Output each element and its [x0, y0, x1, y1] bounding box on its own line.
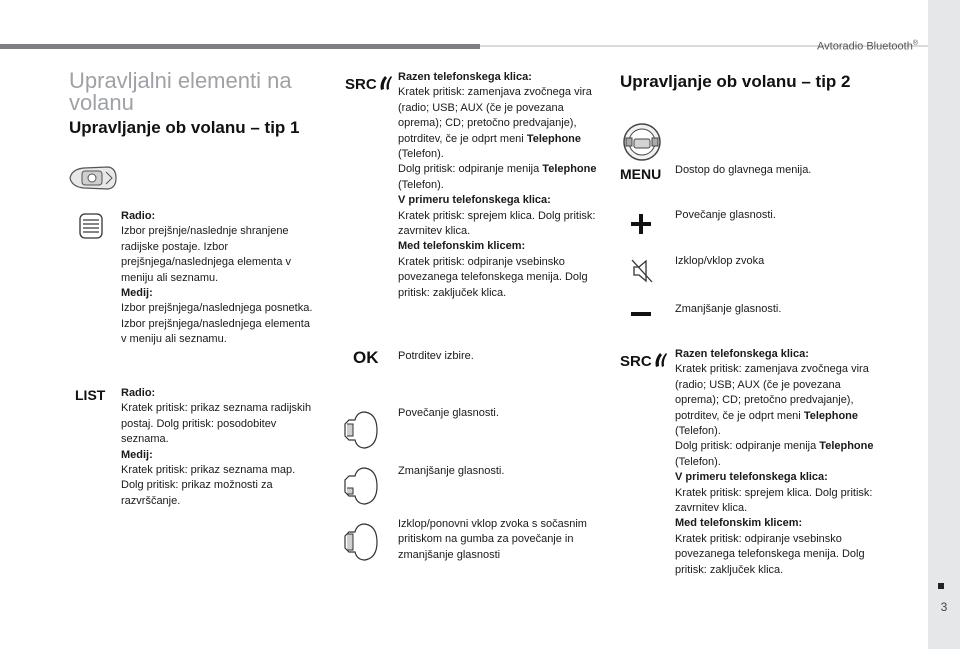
subhead-type-2: Upravljanje ob volanu – tip 2: [620, 72, 851, 91]
running-header: Avtoradio Bluetooth®: [817, 40, 918, 53]
minus-description: Zmanjšanje glasnosti.: [675, 303, 782, 315]
list-description: Radio: Kratek pritisk: prikaz seznama radijskih postaj. Dolg pritisk: posodobitev seznama. Medij: Kratek pritisk: prikaz seznama map. Dolg pritisk: prikaz možnosti za razvrščanje.: [121, 387, 312, 507]
section-title: Upravljalni elementi na volanu: [69, 68, 292, 115]
list-button-icon: LIST: [75, 387, 106, 403]
ok-description: Potrditev izbire.: [398, 350, 474, 362]
page-number: 3: [940, 600, 948, 614]
src-phone-icon: [345, 73, 393, 93]
svg-text:SRC: SRC: [620, 353, 652, 370]
ok-button-icon: OK: [353, 348, 379, 367]
radio-media-description: Radio: Izbor prejšnje/naslednje shranjene radijske postaje. Izbor prejšnjega/naslednjega elementa v meniju ali seznamu. Medij: Izbor prejšnjega/naslednjega posnetka. Izbor prejšnjega/naslednjega elementa v meniju ali seznamu.: [121, 210, 313, 346]
mute-description: Izklop/ponovni vklop zvoka s sočasnim pritiskom na gumba za povečanje in zmanjšanje glasnosti: [398, 518, 587, 561]
page-marker: [938, 583, 944, 589]
mute-speaker-icon: [630, 258, 654, 284]
mute-description-type-2: Izklop/vklop zvoka: [675, 255, 765, 267]
volume-up-stalk-icon: [343, 410, 381, 450]
svg-text:SRC: SRC: [345, 76, 377, 93]
volume-down-description: Zmanjšanje glasnosti.: [398, 465, 505, 477]
steering-wheel-icon: [622, 122, 662, 162]
menu-description: Dostop do glavnega menija.: [675, 164, 812, 176]
plus-description: Povečanje glasnosti.: [675, 209, 776, 221]
menu-button-icon: MENU: [620, 166, 662, 182]
src-description-type-1: Razen telefonskega klica: Kratek pritisk: zamenjava zvočnega vira (radio; USB; AUX (če je povezana oprema); CD; pretočno predvajanje), potrditev, če je odprt meni Telephone (Telefon). Dolg pritisk: odpiranje menija Telephone (Telefon). V primeru telefonskega klica: Kratek pritisk: sprejem klica. Dolg pritisk: zavrnitev klica. Med telefonskim klicem: Kratek pritisk: odpiranje vsebinsko povezanega telefonskega menija. Dolg pritisk: zaključek klica.: [398, 71, 597, 299]
subhead-type-1: Upravljanje ob volanu – tip 1: [69, 118, 300, 137]
volume-down-stalk-icon: [343, 466, 381, 506]
plus-icon: [630, 213, 652, 235]
steering-stalk-icon: [68, 164, 118, 192]
volume-up-description: Povečanje glasnosti.: [398, 407, 499, 419]
src-phone-icon-type-2: [620, 350, 668, 370]
scroll-wheel-icon: [77, 212, 105, 240]
minus-icon: [630, 311, 652, 317]
top-rule: [0, 44, 480, 49]
side-tab: [928, 0, 960, 649]
mute-stalk-icon: [343, 522, 381, 562]
src-description-type-2: Razen telefonskega klica: Kratek pritisk: zamenjava zvočnega vira (radio; USB; AUX (če je povezana oprema); CD; pretočno predvajanje), potrditev, če je odprt meni Telephone (Telefon). Dolg pritisk: odpiranje menija Telephone (Telefon). V primeru telefonskega klica: Kratek pritisk: sprejem klica. Dolg pritisk: zavrnitev klica. Med telefonskim klicem: Kratek pritisk: odpiranje vsebinsko povezanega telefonskega menija. Dolg pritisk: zaključek klica.: [675, 348, 874, 576]
